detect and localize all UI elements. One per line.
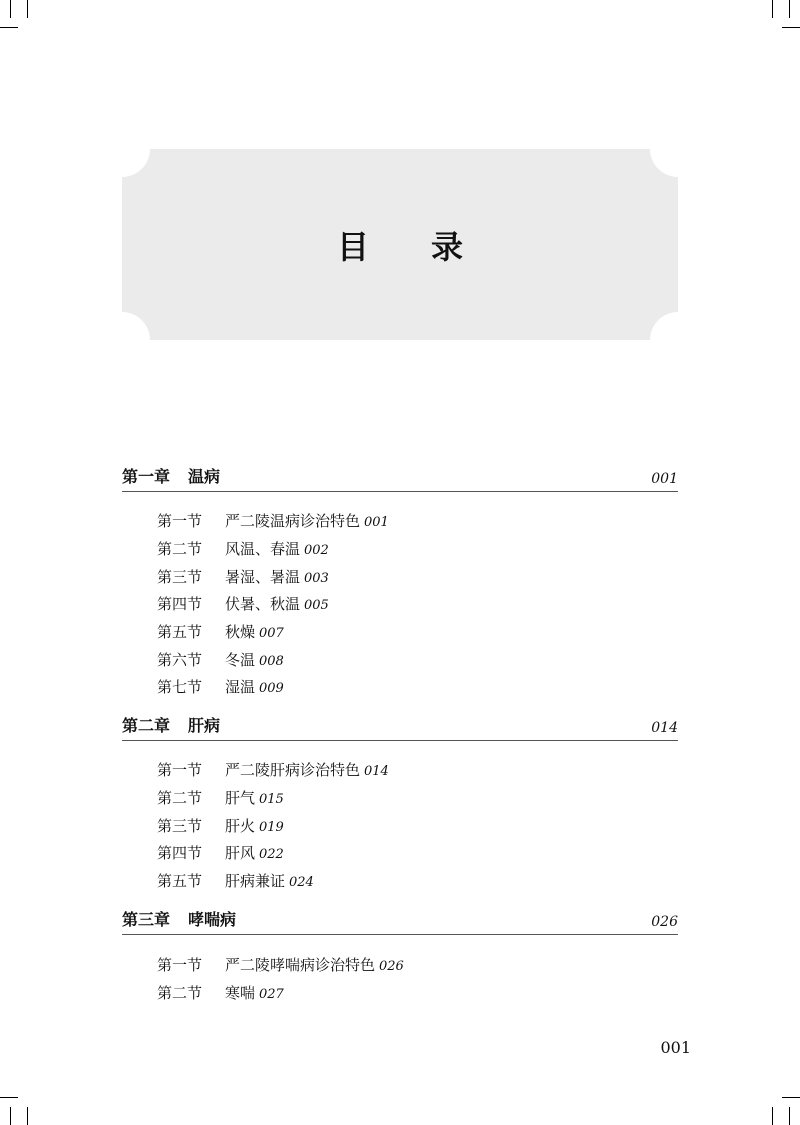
section-title: 秋燥 [225,623,256,641]
chapter-title: 温病 [188,467,221,486]
chapter-title: 哮喘病 [188,910,237,929]
crop-mark-top-right-v2 [789,0,790,18]
crop-mark-bottom-right-v [772,1107,773,1125]
crop-mark-top-right-v [772,0,773,18]
section-title: 肝气 [225,789,256,807]
section-label: 第三节 [157,817,203,835]
section-page: 009 [259,681,284,696]
section-title: 严二陵哮喘病诊治特色 [225,956,376,974]
section-title: 肝病兼证 [225,872,286,890]
section-page: 005 [304,598,329,613]
crop-mark-bottom-right-h [782,1097,800,1098]
chapter-title: 肝病 [188,716,221,735]
chapter-label: 第二章 [122,716,171,735]
section-title: 肝风 [225,844,256,862]
section-label: 第一节 [157,512,203,530]
section-page: 014 [364,764,389,779]
section-label: 第二节 [157,984,203,1002]
section-page: 001 [364,515,389,530]
section-title: 暑湿、暑温 [225,568,301,586]
section-page: 019 [259,820,284,835]
section-page: 026 [379,959,404,974]
chapter-label: 第一章 [122,467,171,486]
section-title: 严二陵肝病诊治特色 [225,761,361,779]
section-page: 008 [259,654,284,669]
section-label: 第五节 [157,623,203,641]
section-label: 第三节 [157,568,203,586]
section-label: 第一节 [157,956,203,974]
section-label: 第二节 [157,789,203,807]
chapter-page: 014 [651,720,678,736]
chapter-label: 第三章 [122,910,171,929]
section-title: 肝火 [225,817,256,835]
title-box [122,149,678,340]
crop-mark-top-left-h [0,27,18,28]
section-label: 第五节 [157,872,203,890]
chapter-page: 026 [651,914,678,930]
section-label: 第四节 [157,844,203,862]
section-page: 007 [259,626,284,641]
section-page: 024 [289,875,314,890]
crop-mark-bottom-left-v [10,1107,11,1125]
title-char-2: 录 [431,227,464,266]
section-page: 027 [259,987,284,1002]
section-label: 第六节 [157,651,203,669]
section-title: 严二陵温病诊治特色 [225,512,361,530]
section-page: 022 [259,847,284,862]
section-label: 第七节 [157,678,203,696]
section-title: 伏暑、秋温 [225,595,301,613]
crop-mark-bottom-left-v2 [27,1107,28,1125]
section-label: 第一节 [157,761,203,779]
page-title [122,149,678,340]
page-number: 001 [660,1038,691,1057]
section-page: 015 [259,792,284,807]
toc-chapter[interactable] [122,465,678,492]
section-title: 冬温 [225,651,256,669]
toc-chapter[interactable] [122,714,678,741]
section-title: 风温、春温 [225,540,301,558]
title-char-1: 目 [336,227,369,266]
chapter-page: 001 [651,471,678,487]
section-label: 第四节 [157,595,203,613]
crop-mark-top-left-v [10,0,11,18]
toc-chapter[interactable] [122,908,678,935]
crop-mark-top-right-h [782,27,800,28]
section-page: 002 [304,543,329,558]
section-page: 003 [304,571,329,586]
section-title: 寒喘 [225,984,256,1002]
crop-mark-bottom-right-v2 [789,1107,790,1125]
section-title: 湿温 [225,678,256,696]
crop-mark-top-left-v2 [27,0,28,18]
section-label: 第二节 [157,540,203,558]
crop-mark-bottom-left-h [0,1097,18,1098]
